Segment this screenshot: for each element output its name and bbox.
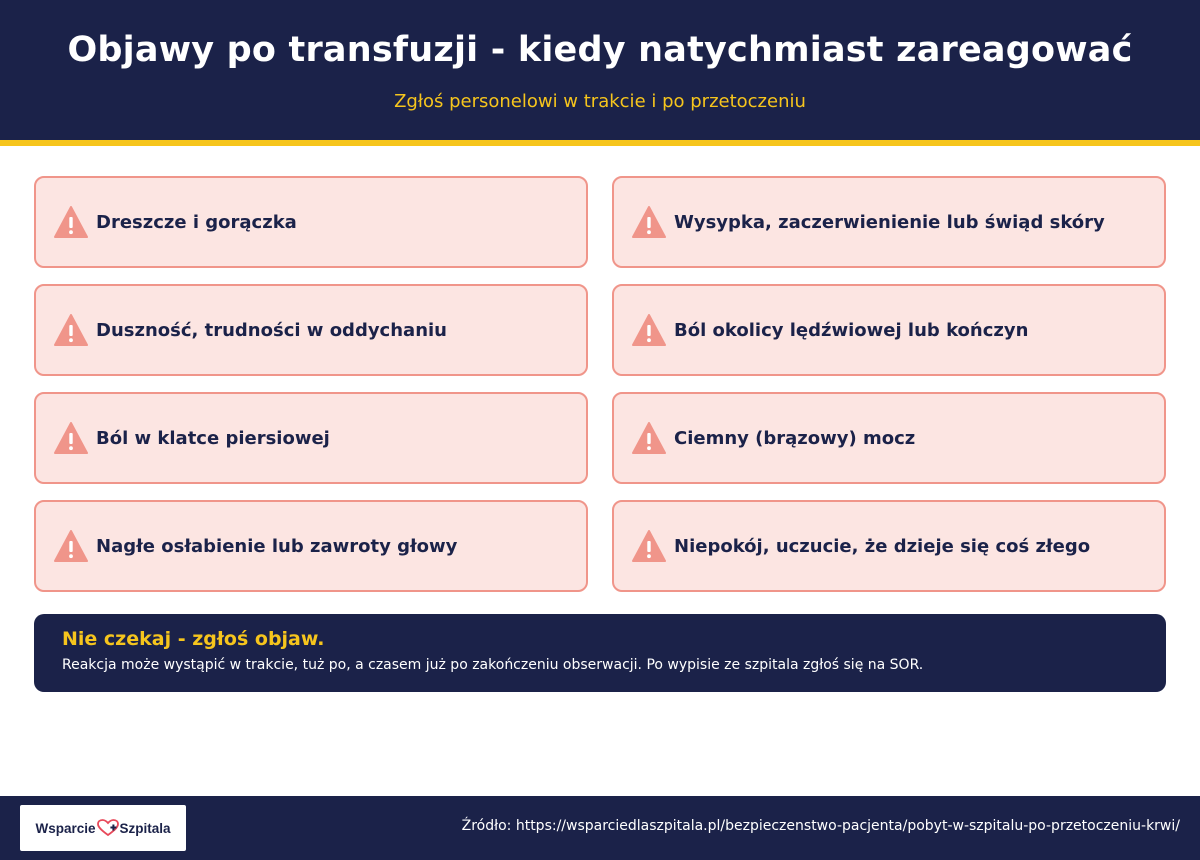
warning-triangle-icon: [632, 421, 666, 455]
logo-text-left: Wsparcie: [35, 820, 96, 836]
brand-logo[interactable]: [20, 805, 186, 851]
source-link[interactable]: Źródło: https://wsparciedlaszpitala.pl/bezpieczenstwo-pacjenta/pobyt-w-szpitalu-po-przetoczeniu-krwi/: [461, 818, 1180, 834]
warning-triangle-icon: [54, 421, 88, 455]
warning-triangle-icon: [54, 529, 88, 563]
symptom-label: Ciemny (brązowy) mocz: [674, 427, 916, 449]
symptom-card: [612, 500, 1166, 592]
symptom-label: Dreszcze i gorączka: [96, 211, 297, 233]
footer: [0, 796, 1200, 860]
heart-cross-icon: [97, 819, 119, 837]
symptom-card: [612, 392, 1166, 484]
symptom-label: Ból okolicy lędźwiowej lub kończyn: [674, 319, 1029, 341]
accent-divider: [0, 140, 1200, 146]
warning-triangle-icon: [632, 205, 666, 239]
warning-triangle-icon: [54, 313, 88, 347]
symptom-card: [34, 392, 588, 484]
warning-triangle-icon: [632, 313, 666, 347]
header-banner: [0, 0, 1200, 140]
page-subtitle: Zgłoś personelowi w trakcie i po przetoczeniu: [394, 91, 806, 112]
symptom-label: Niepokój, uczucie, że dzieje się coś złego: [674, 535, 1091, 557]
notice-heading: Nie czekaj - zgłoś objaw.: [62, 628, 325, 650]
symptom-card: [612, 284, 1166, 376]
notice-body: Reakcja może wystąpić w trakcie, tuż po, a czasem już po zakończeniu obserwacji. Po wypisie ze szpitala zgłoś się na SOR.: [62, 657, 924, 673]
symptom-label: Duszność, trudności w oddychaniu: [96, 319, 447, 341]
symptom-label: Nagłe osłabienie lub zawroty głowy: [96, 535, 458, 557]
symptom-label: Wysypka, zaczerwienienie lub świąd skóry: [674, 211, 1105, 233]
page-title: Objawy po transfuzji - kiedy natychmiast zareagować: [67, 30, 1133, 70]
symptom-card: [34, 176, 588, 268]
symptom-label: Ból w klatce piersiowej: [96, 427, 330, 449]
symptom-card: [34, 284, 588, 376]
logo-text-right: Szpitala: [119, 820, 171, 836]
warning-triangle-icon: [54, 205, 88, 239]
symptom-card: [612, 176, 1166, 268]
warning-triangle-icon: [632, 529, 666, 563]
symptom-grid: [34, 176, 1166, 592]
notice-box: [34, 614, 1166, 692]
symptom-card: [34, 500, 588, 592]
